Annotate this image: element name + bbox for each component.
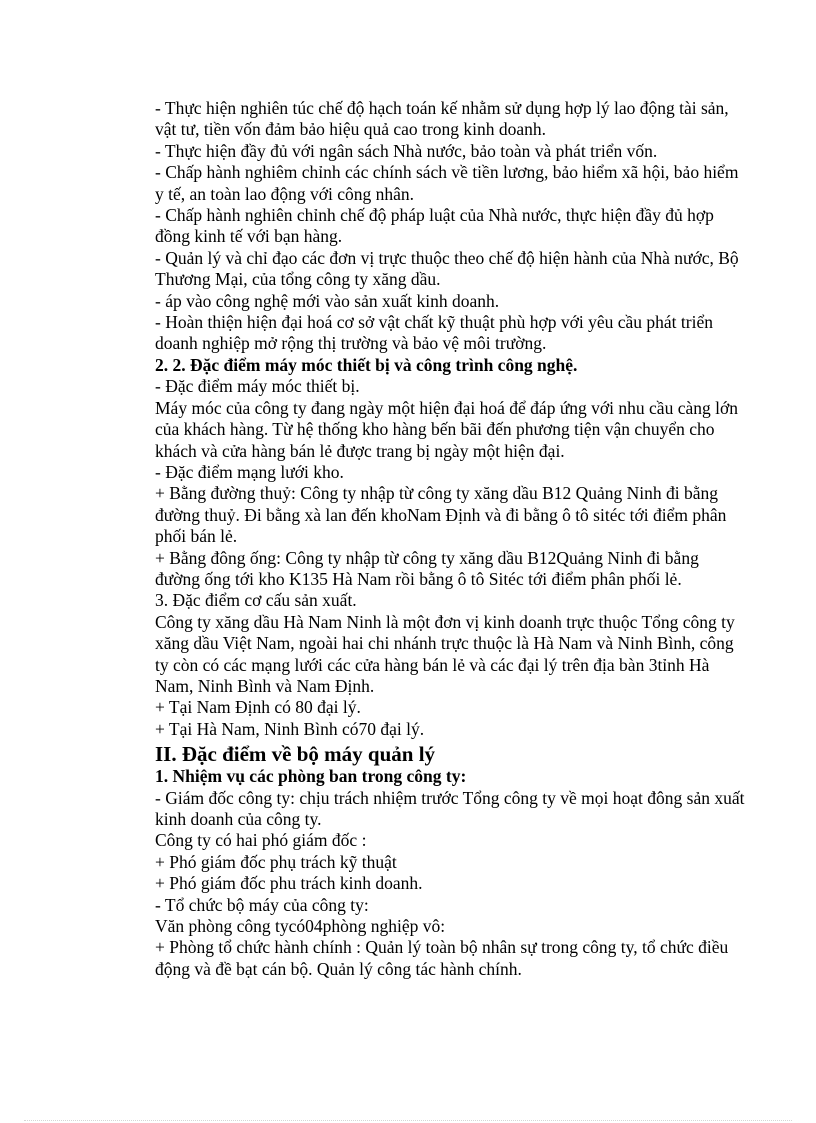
list-item: + Phó giám đốc phu trách kinh doanh. — [155, 873, 423, 894]
list-item: + Phó giám đốc phụ trách kỹ thuật — [155, 851, 397, 872]
page-bottom-divider — [24, 1120, 792, 1121]
section-heading: 1. Nhiệm vụ các phòng ban trong công ty: — [155, 766, 467, 787]
paragraph: - Chấp hành nghiêm chỉnh các chính sách về tiền lương, bảo hiểm xã hội, bảo hiểm y tế, an toàn lao động với công nhân. — [155, 162, 739, 204]
paragraph: Công ty có hai phó giám đốc : — [155, 830, 367, 851]
paragraph: + Bằng đường thuỷ: Công ty nhập từ công ty xăng dầu B12 Quảng Ninh đi bằng đường thuỷ. Đi bằng xà lan đến khoNam Định và đi bằng ô tô sitéc tới điểm phân phối bán lẻ. — [155, 483, 727, 547]
paragraph: - Đặc điểm máy móc thiết bị. — [155, 376, 360, 397]
paragraph: - Thực hiện đầy đủ với ngân sách Nhà nước, bảo toàn và phát triển vốn. — [155, 140, 658, 161]
section-heading: 2. 2. Đặc điểm máy móc thiết bị và công trình công nghệ. — [155, 354, 578, 375]
paragraph: Máy móc của công ty đang ngày một hiện đại hoá để đáp ứng với nhu cầu càng lớn của khách hàng. Từ hệ thống kho hàng bến bãi đến phương tiện vận chuyển cho khách và cửa hàng bán lẻ được trang bị ngày một hiện đại. — [155, 397, 738, 461]
paragraph: + Tại Hà Nam, Ninh Bình có70 đại lý. — [155, 718, 425, 739]
paragraph: 3. Đặc điểm cơ cấu sản xuất. — [155, 590, 357, 611]
chapter-heading: II. Đặc điểm về bộ máy quản lý — [155, 742, 436, 767]
paragraph: - áp vào công nghệ mới vào sản xuất kinh doanh. — [155, 290, 500, 311]
paragraph: - Hoàn thiện hiện đại hoá cơ sở vật chất kỹ thuật phù hợp với yêu cầu phát triển doanh nghiệp mở rộng thị trường và bảo vệ môi trường. — [155, 312, 713, 354]
paragraph: Văn phòng công tycó04phòng nghiệp vô: — [155, 916, 446, 937]
paragraph: - Giám đốc công ty: chịu trách nhiệm trước Tổng công ty về mọi hoạt đông sản xuất kinh doanh của công ty. — [155, 787, 745, 829]
paragraph: + Tại Nam Định có 80 đại lý. — [155, 697, 361, 718]
paragraph: - Thực hiện nghiên túc chế độ hạch toán kế nhằm sử dụng hợp lý lao động tài sản, vật tư, tiền vốn đảm bảo hiệu quả cao trong kinh doanh. — [155, 98, 729, 140]
paragraph: + Phòng tổ chức hành chính : Quản lý toàn bộ nhân sự trong công ty, tổ chức điều động và đề bạt cán bộ. Quản lý công tác hành chính. — [155, 937, 729, 979]
paragraph: - Chấp hành nghiên chỉnh chế độ pháp luật của Nhà nước, thực hiện đầy đủ hợp đồng kinh tế với bạn hàng. — [155, 205, 714, 247]
document-page — [155, 98, 745, 980]
paragraph: + Bằng đông ống: Công ty nhập từ công ty xăng dầu B12Quảng Ninh đi bằng đường ống tới kho K135 Hà Nam rồi bằng ô tô Sitéc tới điểm phân phối lẻ. — [155, 547, 699, 589]
paragraph: - Tổ chức bộ máy của công ty: — [155, 894, 369, 915]
paragraph: Công ty xăng dầu Hà Nam Ninh là một đơn vị kinh doanh trực thuộc Tổng công ty xăng dầu Việt Nam, ngoài hai chi nhánh trực thuộc là Hà Nam và Ninh Bình, công ty còn có các mạng lưới các cửa hàng bán lẻ và các đại lý trên địa bàn 3tỉnh Hà Nam, Ninh Bình và Nam Định. — [155, 611, 735, 696]
paragraph: - Quản lý và chỉ đạo các đơn vị trực thuộc theo chế độ hiện hành của Nhà nước, Bộ Thương Mại, của tổng công ty xăng dầu. — [155, 247, 739, 290]
paragraph: - Đặc điểm mạng lưới kho. — [155, 461, 344, 482]
